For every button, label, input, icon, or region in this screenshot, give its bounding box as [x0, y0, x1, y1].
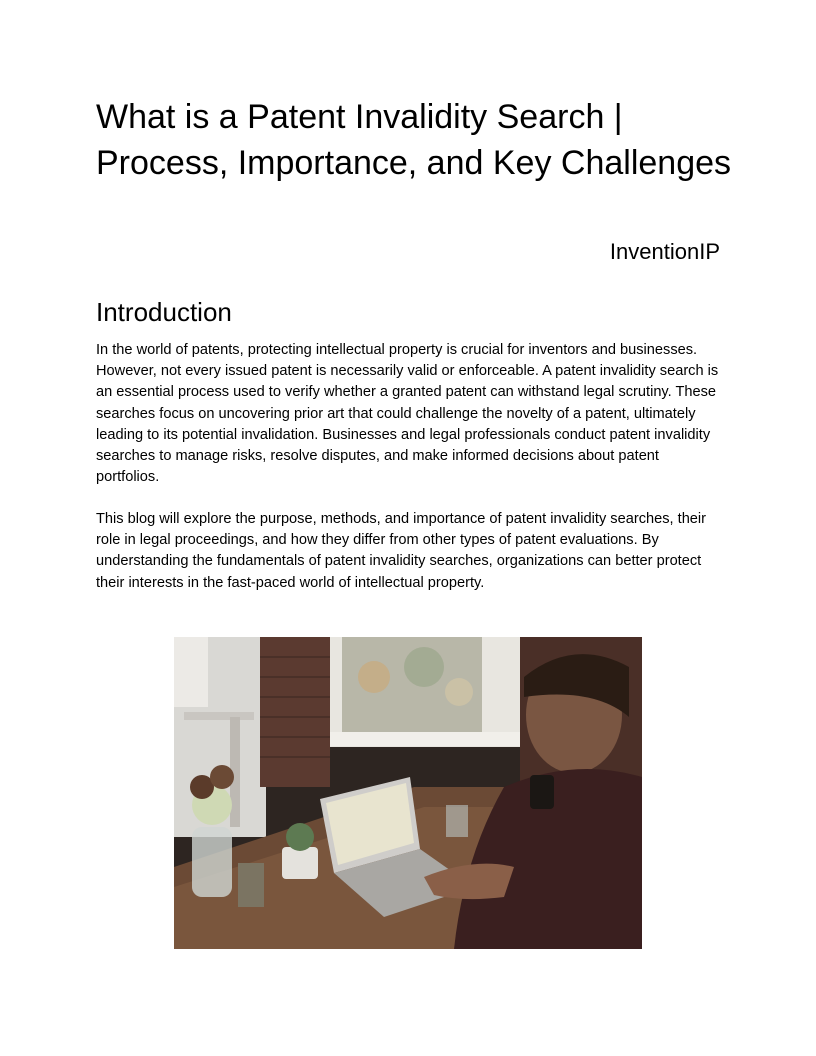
intro-paragraph-1: In the world of patents, protecting intellectual property is crucial for inventors and businesses. However, not every issued patent is necessarily valid or enforceable. A patent invalidity search is an essential process used to verify whether a granted patent can withstand legal scrutiny. These searches focus on uncovering prior art that could challenge the novelty of a patent, ultimately leading to its potential invalidation. Businesses and legal professionals conduct patent invalidity searches to manage risks, resolve disputes, and make informed decisions about patent portfolios. — [96, 342, 719, 486]
man-working-on-laptop-photo — [174, 637, 642, 949]
article-photo — [174, 637, 642, 949]
section-heading: Introduction — [96, 297, 232, 327]
intro-paragraph-2: This blog will explore the purpose, methods, and importance of patent invalidity searches, their role in legal proceedings, and how they differ from other types of patent evaluations. By understanding the fundamentals of patent invalidity searches, organizations can better protect their interests in the fast-paced world of intellectual property. — [96, 511, 707, 591]
document-title: What is a Patent Invalidity Search | Process, Importance, and Key Challenges — [96, 98, 732, 182]
author-name: InventionIP — [609, 239, 720, 264]
